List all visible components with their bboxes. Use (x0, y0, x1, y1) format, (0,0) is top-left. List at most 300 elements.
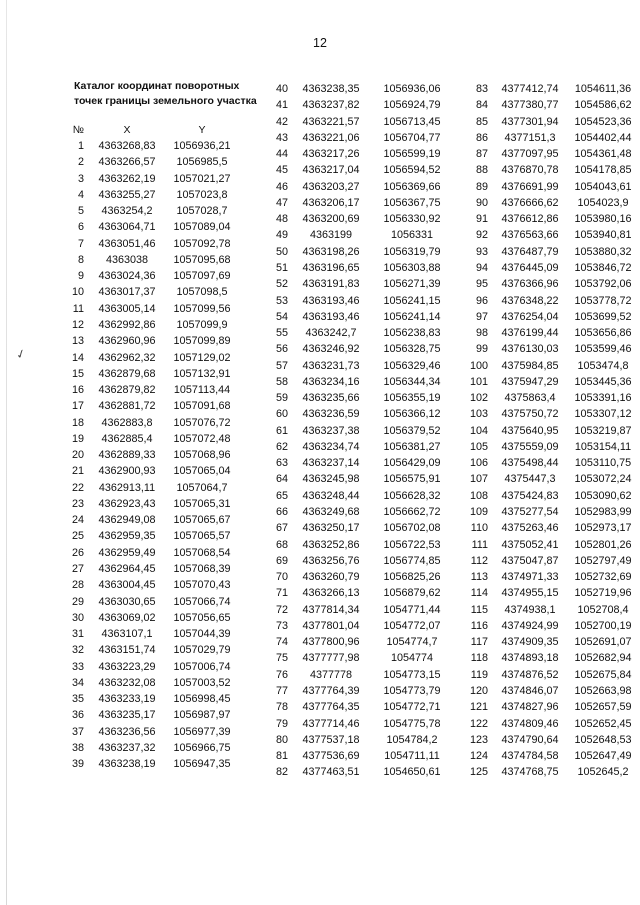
point-number: 51 (275, 261, 288, 274)
coordinate-y: 1057056,65 (173, 611, 231, 624)
coordinate-x: 4377714,46 (302, 717, 360, 730)
point-number: 35 (71, 693, 84, 706)
coordinate-y: 1053599,46 (574, 343, 632, 356)
coordinate-y: 1052652,45 (574, 717, 632, 730)
point-number: 21 (71, 465, 84, 478)
coordinate-y: 1052801,26 (574, 538, 632, 551)
coordinate-x: 4363246,92 (302, 343, 360, 356)
point-number: 80 (275, 733, 288, 746)
coordinate-y: 1057098,5 (176, 286, 228, 299)
coordinate-x: 4376348,22 (501, 294, 559, 307)
coordinate-y: 1056271,39 (383, 278, 441, 291)
coordinate-x: 4363206,17 (302, 196, 360, 209)
coordinate-x: 4363235,17 (98, 709, 156, 722)
coordinate-y: 1057003,52 (173, 676, 231, 689)
coordinate-x: 4362885,4 (101, 432, 153, 445)
coordinate-x: 4362960,96 (98, 335, 156, 348)
coordinate-y: 1056331 (390, 229, 434, 242)
coordinate-x: 4374827,96 (501, 701, 559, 714)
coordinate-y: 1056998,45 (173, 693, 231, 706)
coordinate-y: 1054402,44 (574, 131, 632, 144)
point-number: 102 (469, 392, 488, 405)
coordinate-x: 4376870,78 (501, 164, 559, 177)
point-number: 2 (77, 156, 84, 169)
coordinate-x: 4374938,1 (504, 603, 556, 616)
coordinate-x: 4375498,44 (501, 457, 559, 470)
point-number: 103 (469, 408, 488, 421)
coordinate-y: 1052648,53 (574, 733, 632, 746)
point-number: 82 (275, 766, 288, 779)
point-number: 89 (475, 180, 488, 193)
coordinate-y: 1056713,45 (383, 115, 441, 128)
coordinate-x: 4377764,39 (302, 684, 360, 697)
coordinate-y: 1056381,27 (383, 440, 441, 453)
point-number: 47 (275, 196, 288, 209)
coordinate-y: 1054043,61 (574, 180, 632, 193)
coordinate-y: 1056966,75 (173, 741, 231, 754)
coordinate-y: 1053110,75 (574, 457, 632, 470)
coordinate-x: 4377778 (309, 668, 353, 681)
coordinate-x: 4363198,26 (302, 245, 360, 258)
point-number: 122 (469, 717, 488, 730)
point-number: 106 (469, 457, 488, 470)
point-number: 23 (71, 497, 84, 510)
coordinate-x: 4376199,44 (501, 327, 559, 340)
coordinate-x: 4363203,27 (302, 180, 360, 193)
coordinate-y: 1052682,94 (574, 652, 632, 665)
point-number: 83 (475, 83, 488, 95)
point-number: 105 (469, 440, 488, 453)
coordinate-x: 4363217,04 (302, 164, 360, 177)
point-number: 9 (77, 270, 84, 283)
point-number: 5 (77, 205, 84, 218)
point-number: 1 (77, 140, 84, 152)
point-number: 84 (475, 99, 488, 112)
coordinate-y: 1052732,69 (574, 571, 632, 584)
point-number: 4 (77, 188, 84, 201)
coordinate-x: 4377412,74 (501, 83, 559, 95)
coordinate-y: 1054361,48 (574, 148, 632, 161)
coordinate-y: 1053880,32 (574, 245, 632, 258)
coordinate-x: 4376691,99 (501, 180, 559, 193)
coordinate-x: 4363256,76 (302, 554, 360, 567)
point-number: 6 (77, 221, 84, 234)
point-number: 90 (475, 196, 488, 209)
point-number: 38 (71, 741, 84, 754)
point-number: 25 (71, 530, 84, 543)
coordinate-x: 4362949,08 (98, 514, 156, 527)
coordinate-y: 1056328,75 (383, 343, 441, 356)
coordinate-x: 4363193,46 (302, 294, 360, 307)
point-number: 71 (275, 587, 288, 600)
point-number: 70 (275, 571, 288, 584)
coordinate-x: 4363242,7 (305, 327, 357, 340)
coordinate-y: 1052973,17 (574, 522, 632, 535)
coordinate-y: 1056702,08 (383, 522, 441, 535)
point-number: 40 (275, 83, 288, 95)
coordinate-y: 1056977,39 (173, 725, 231, 738)
point-number: 97 (475, 310, 488, 323)
point-number: 119 (470, 668, 488, 681)
point-number: 77 (275, 684, 288, 697)
coordinate-y: 1056594,52 (383, 164, 441, 177)
coordinate-y: 1056936,21 (173, 140, 231, 152)
coordinate-x: 4375424,83 (501, 489, 559, 502)
coordinate-x: 4363038 (105, 253, 149, 266)
coordinate-x: 4377380,77 (501, 99, 559, 112)
point-number: 76 (275, 668, 288, 681)
coordinate-y: 1057070,43 (173, 579, 231, 592)
coordinate-y: 1053792,06 (574, 278, 632, 291)
point-number: 7 (77, 237, 84, 250)
coordinate-y: 1057006,74 (173, 660, 231, 673)
coordinate-y: 1057068,39 (173, 563, 231, 576)
point-number: 31 (71, 628, 84, 641)
coordinate-y: 1056319,79 (383, 245, 441, 258)
coordinate-x: 4363017,37 (98, 286, 156, 299)
header-number: № (72, 124, 84, 136)
point-number: 74 (275, 636, 288, 649)
coordinate-x: 4362913,11 (98, 481, 156, 494)
coordinate-y: 1056924,79 (383, 99, 441, 112)
coordinate-x: 4363237,32 (98, 741, 156, 754)
coordinate-x: 4362962,32 (98, 351, 156, 364)
point-number: 118 (470, 652, 488, 665)
coordinate-y: 1057095,68 (173, 253, 231, 266)
coordinate-x: 4376445,09 (501, 261, 559, 274)
coordinate-y: 1054711,11 (384, 750, 440, 763)
coordinate-y: 1053445,36 (574, 375, 632, 388)
point-number: 42 (275, 115, 288, 128)
coordinate-y: 1054178,85 (574, 164, 632, 177)
coordinate-y: 1056429,09 (383, 457, 441, 470)
coordinate-x: 4377801,04 (302, 619, 360, 632)
coordinate-x: 4374909,35 (501, 636, 559, 649)
coordinate-y: 1053778,72 (574, 294, 632, 307)
point-number: 85 (475, 115, 488, 128)
coordinate-y: 1053154,11 (574, 440, 632, 453)
point-number: 16 (71, 384, 84, 397)
point-number: 14 (71, 351, 84, 364)
coordinate-x: 4363069,02 (98, 611, 156, 624)
coordinate-y: 1053219,87 (574, 424, 632, 437)
point-number: 69 (275, 554, 288, 567)
coordinate-y: 1053391,16 (574, 392, 632, 405)
coordinate-y: 1053656,86 (574, 327, 632, 340)
coordinate-y: 1057065,31 (173, 497, 231, 510)
point-number: 33 (71, 660, 84, 673)
coordinate-y: 1054773,15 (383, 668, 441, 681)
coordinate-x: 4377301,94 (501, 115, 559, 128)
point-number: 73 (275, 619, 288, 632)
point-number: 120 (469, 684, 488, 697)
point-number: 57 (275, 359, 288, 372)
page-number: 12 (313, 36, 327, 50)
point-number: 18 (71, 416, 84, 429)
coordinate-y: 1056774,85 (383, 554, 441, 567)
coordinate-y: 1053980,16 (574, 213, 632, 226)
coordinate-x: 4363024,36 (98, 270, 156, 283)
coordinate-x: 4362883,8 (101, 416, 153, 429)
coordinate-y: 1054650,61 (383, 766, 441, 779)
coordinate-x: 4363232,08 (98, 676, 156, 689)
point-number: 75 (275, 652, 288, 665)
coordinate-x: 4363200,69 (302, 213, 360, 226)
coordinate-y: 1054023,9 (577, 196, 629, 209)
coordinate-x: 4375863,4 (504, 392, 556, 405)
coordinate-y: 1054775,78 (383, 717, 441, 730)
coordinate-x: 4363217,26 (302, 148, 360, 161)
catalog-caption: Каталог координат поворотных точек границы земельного участка (74, 80, 257, 107)
coordinate-y: 1054772,07 (383, 619, 441, 632)
coordinate-y: 1057021,27 (173, 172, 231, 185)
coordinate-y: 1053307,12 (574, 408, 632, 421)
coordinate-y: 1052700,19 (574, 619, 632, 632)
coordinate-x: 4377777,98 (302, 652, 360, 665)
coordinate-y: 1056344,34 (383, 375, 441, 388)
coordinate-y: 1052657,59 (574, 701, 632, 714)
coordinate-x: 4374809,46 (501, 717, 559, 730)
point-number: 12 (71, 318, 84, 331)
point-number: 78 (275, 701, 288, 714)
coordinate-y: 1057092,78 (173, 237, 231, 250)
coordinate-x: 4376366,96 (501, 278, 559, 291)
coordinate-x: 4362879,68 (98, 367, 156, 380)
point-number: 11 (72, 302, 84, 315)
point-number: 116 (470, 619, 488, 632)
point-number: 3 (77, 172, 84, 185)
coordinate-x: 4377097,95 (501, 148, 559, 161)
point-number: 58 (275, 375, 288, 388)
coordinate-y: 1057068,54 (173, 546, 231, 559)
point-number: 125 (469, 766, 488, 779)
point-number: 113 (470, 571, 488, 584)
coordinate-x: 4362889,33 (98, 449, 156, 462)
coordinate-x: 4363262,19 (98, 172, 156, 185)
coordinate-y: 1053940,81 (574, 229, 632, 242)
point-number: 10 (71, 286, 84, 299)
point-number: 55 (275, 327, 288, 340)
coordinate-x: 4375947,29 (501, 375, 559, 388)
coordinate-y: 1056379,52 (383, 424, 441, 437)
coordinate-y: 1052647,49 (574, 750, 632, 763)
point-number: 61 (275, 424, 288, 437)
point-number: 109 (469, 506, 488, 519)
coordinate-y: 1056241,14 (383, 310, 441, 323)
point-number: 107 (469, 473, 488, 486)
point-number: 114 (470, 587, 488, 600)
point-number: 22 (71, 481, 84, 494)
coordinate-x: 4375277,54 (501, 506, 559, 519)
coordinate-x: 4376666,62 (501, 196, 559, 209)
coordinate-y: 1056599,19 (383, 148, 441, 161)
coordinate-x: 4374893,18 (501, 652, 559, 665)
coordinate-y: 1056879,62 (383, 587, 441, 600)
point-number: 96 (475, 294, 488, 307)
coordinate-x: 4363004,45 (98, 579, 156, 592)
point-number: 104 (469, 424, 488, 437)
point-number: 115 (470, 603, 488, 616)
coordinate-x: 4363233,19 (98, 693, 156, 706)
coordinate-x: 4363266,13 (302, 587, 360, 600)
coordinate-x: 4363236,56 (98, 725, 156, 738)
coordinate-x: 4377536,69 (302, 750, 360, 763)
point-number: 112 (470, 554, 488, 567)
coordinate-x: 4363223,29 (98, 660, 156, 673)
coordinate-x: 4363250,17 (302, 522, 360, 535)
coordinate-y: 1057091,68 (173, 400, 231, 413)
point-number: 64 (275, 473, 288, 486)
coordinate-y: 1056825,26 (383, 571, 441, 584)
coordinate-x: 4374790,64 (501, 733, 559, 746)
coordinate-x: 4363234,74 (302, 440, 360, 453)
coordinate-y: 1052675,84 (574, 668, 632, 681)
coordinate-x: 4363236,59 (302, 408, 360, 421)
coordinate-x: 4362964,45 (98, 563, 156, 576)
coordinate-y: 1052983,99 (574, 506, 632, 519)
point-number: 28 (71, 579, 84, 592)
coordinate-x: 4363237,14 (302, 457, 360, 470)
point-number: 92 (475, 229, 488, 242)
point-number: 111 (471, 538, 488, 551)
coordinate-x: 4374846,07 (501, 684, 559, 697)
coordinate-y: 1052797,49 (574, 554, 632, 567)
point-number: 26 (71, 546, 84, 559)
coordinate-y: 1057044,39 (173, 628, 231, 641)
coordinate-x: 4362959,35 (98, 530, 156, 543)
coordinate-y: 1056985,5 (176, 156, 228, 169)
point-number: 72 (275, 603, 288, 616)
coordinate-x: 4363196,65 (302, 261, 360, 274)
coordinate-y: 1057065,57 (173, 530, 231, 543)
coordinate-x: 4363064,71 (98, 221, 156, 234)
coordinate-x: 4375984,85 (501, 359, 559, 372)
coordinate-x: 4362992,86 (98, 318, 156, 331)
point-number: 49 (275, 229, 288, 242)
point-number: 99 (475, 343, 488, 356)
point-number: 108 (469, 489, 488, 502)
coordinate-y: 1057099,9 (176, 318, 228, 331)
point-number: 17 (71, 400, 84, 413)
point-number: 29 (71, 595, 84, 608)
coordinate-x: 4363231,73 (302, 359, 360, 372)
coordinate-y: 1054773,79 (383, 684, 441, 697)
coordinate-x: 4363238,35 (302, 83, 360, 95)
coordinate-y: 1056366,12 (383, 408, 441, 421)
coordinate-y: 1056330,92 (383, 213, 441, 226)
coordinate-y: 1057072,48 (173, 432, 231, 445)
point-number: 27 (71, 563, 84, 576)
coordinate-y: 1056662,72 (383, 506, 441, 519)
coordinate-y: 1052719,96 (574, 587, 632, 600)
coordinate-y: 1054774 (390, 652, 434, 665)
coordinate-y: 1057065,04 (173, 465, 231, 478)
point-number: 59 (275, 392, 288, 405)
coordinate-y: 1056355,19 (383, 392, 441, 405)
coordinate-x: 4377537,18 (302, 733, 360, 746)
point-number: 44 (275, 148, 288, 161)
coordinate-y: 1056367,75 (383, 196, 441, 209)
point-number: 36 (71, 709, 84, 722)
point-number: 52 (275, 278, 288, 291)
coordinate-y: 1056628,32 (383, 489, 441, 502)
coordinate-x: 4363260,79 (302, 571, 360, 584)
point-number: 121 (469, 701, 488, 714)
coordinate-x: 4362900,93 (98, 465, 156, 478)
point-number: 81 (275, 750, 288, 763)
point-number: 110 (470, 522, 488, 535)
coordinate-x: 4376563,66 (501, 229, 559, 242)
coordinate-y: 1052663,98 (574, 684, 632, 697)
point-number: 123 (469, 733, 488, 746)
point-number: 65 (275, 489, 288, 502)
coordinate-x: 4376254,04 (501, 310, 559, 323)
coordinate-x: 4363255,27 (98, 188, 156, 201)
coordinate-x: 4363237,82 (302, 99, 360, 112)
coordinate-y: 1057068,96 (173, 449, 231, 462)
point-number: 41 (275, 99, 288, 112)
point-number: 68 (275, 538, 288, 551)
point-number: 93 (475, 245, 488, 258)
point-number: 66 (275, 506, 288, 519)
point-number: 53 (275, 294, 288, 307)
coordinate-x: 4362881,72 (98, 400, 156, 413)
point-number: 67 (275, 522, 288, 535)
point-number: 50 (275, 245, 288, 258)
coordinate-y: 1054774,7 (386, 636, 438, 649)
coordinate-x: 4375263,46 (501, 522, 559, 535)
coordinate-y: 1052645,2 (577, 766, 629, 779)
coordinate-x: 4377463,51 (302, 766, 360, 779)
coordinate-y: 1057089,04 (173, 221, 231, 234)
coordinate-x: 4374971,33 (501, 571, 559, 584)
coordinate-y: 1056238,83 (383, 327, 441, 340)
point-number: 24 (71, 514, 84, 527)
point-number: 91 (475, 213, 488, 226)
coordinate-y: 1052708,4 (577, 603, 629, 616)
coordinate-y: 1056329,46 (383, 359, 441, 372)
coordinate-x: 4362959,49 (98, 546, 156, 559)
coordinate-x: 4363252,86 (302, 538, 360, 551)
coordinate-x: 4374784,58 (501, 750, 559, 763)
coordinate-x: 4363193,46 (302, 310, 360, 323)
coordinate-y: 1057129,02 (173, 351, 231, 364)
coordinate-y: 1057076,72 (173, 416, 231, 429)
coordinate-x: 4363234,16 (302, 375, 360, 388)
point-number: 100 (469, 359, 488, 372)
coordinate-x: 4375750,72 (501, 408, 559, 421)
coordinate-x: 4375559,09 (501, 440, 559, 453)
coordinate-x: 4377151,3 (504, 131, 556, 144)
coordinate-x: 4363245,98 (302, 473, 360, 486)
coordinate-x: 4377764,35 (302, 701, 360, 714)
coordinate-x: 4363199 (309, 229, 353, 242)
point-number: 101 (469, 375, 488, 388)
coordinate-y: 1057064,7 (176, 481, 228, 494)
point-number: 8 (77, 253, 84, 266)
coordinate-x: 4376130,03 (501, 343, 559, 356)
coordinate-y: 1053846,72 (574, 261, 632, 274)
coordinate-y: 1056241,15 (383, 294, 441, 307)
coordinate-y: 1054586,62 (574, 99, 632, 112)
point-number: 62 (275, 440, 288, 453)
scan-mark-icon: ✓ (13, 345, 29, 363)
coordinate-y: 1054771,44 (383, 603, 441, 616)
point-number: 87 (475, 148, 488, 161)
point-number: 94 (475, 261, 488, 274)
coordinate-x: 4376612,86 (501, 213, 559, 226)
coordinate-x: 4363235,66 (302, 392, 360, 405)
